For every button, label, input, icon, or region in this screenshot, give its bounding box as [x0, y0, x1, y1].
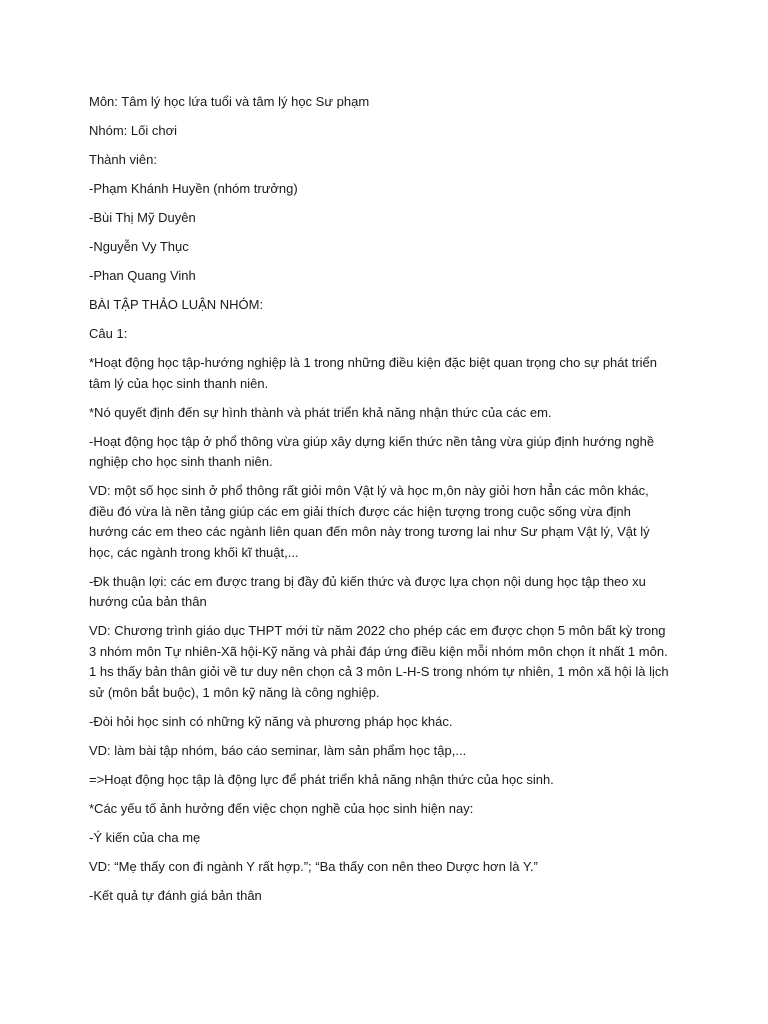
body-paragraph: *Các yếu tố ảnh hưởng đến việc chọn nghề của học sinh hiện nay:	[89, 800, 474, 816]
body-paragraph: *Hoạt động học tập-hướng nghiệp là 1 trong những điều kiện đặc biệt quan trọng cho sự phát triển tâm lý của học sinh thanh niên.	[89, 355, 658, 391]
member-item: -Phạm Khánh Huyền (nhóm trưởng)	[89, 181, 298, 196]
example-paragraph: VD: làm bài tập nhóm, báo cáo seminar, làm sản phẩm học tập,...	[89, 742, 467, 758]
question-label: Câu 1:	[89, 326, 128, 341]
example-paragraph: VD: một số học sinh ở phổ thông rất giỏi môn Vật lý và học m,ôn này giỏi hơn hẳn các môn khác, điều đó vừa là nền tảng giúp các em giải thích được các hiện tượng trong cuộc sống vừa định hướng các em theo các ngành liên quan đến môn này trong tương lai như Sư phạm Vật lý, Vật lý học, các ngành trong khối kĩ thuật,...	[89, 483, 650, 560]
conclusion-paragraph: =>Hoạt động học tập là động lực để phát triển khả năng nhận thức của học sinh.	[89, 771, 554, 787]
body-paragraph: -Đòi hỏi học sinh có những kỹ năng và phương pháp học khác.	[89, 713, 453, 729]
example-paragraph: VD: Chương trình giáo dục THPT mới từ năm 2022 cho phép các em được chọn 5 môn bất kỳ trong 3 nhóm môn Tự nhiên-Xã hội-Kỹ năng và phải đáp ứng điều kiện mỗi nhóm môn chọn ít nhất 1 môn. 1 hs thấy bản thân giỏi về tư duy nên chọn cả 3 môn L-H-S trong nhóm tự nhiên, 1 môn xã hội là lịch sử (môn bắt buộc), 1 môn kỹ năng là công nghiệp.	[89, 623, 669, 700]
body-paragraph: -Hoạt động học tập ở phổ thông vừa giúp xây dựng kiến thức nền tảng vừa giúp định hướng nghề nghiệp cho học sinh thanh niên.	[89, 433, 655, 469]
document-body	[89, 92, 669, 915]
body-paragraph: -Kết quả tự đánh giá bản thân	[89, 887, 262, 903]
member-item: -Bùi Thị Mỹ Duyên	[89, 210, 196, 225]
subject-line: Môn: Tâm lý học lứa tuổi và tâm lý học Sư phạm	[89, 94, 370, 109]
body-paragraph: -Đk thuận lợi: các em được trang bị đầy đủ kiến thức và được lựa chọn nội dung học tập theo xu hướng của bản thân	[89, 573, 646, 609]
member-item: -Phan Quang Vinh	[89, 268, 196, 283]
example-paragraph: VD: “Mẹ thấy con đi ngành Y rất hợp.”; “Ba thấy con nên theo Dược hơn là Y.”	[89, 858, 538, 874]
member-item: -Nguyễn Vy Thục	[89, 239, 189, 254]
body-paragraph: *Nó quyết định đến sự hình thành và phát triển khả năng nhận thức của các em.	[89, 404, 552, 420]
group-line: Nhóm: Lối chơi	[89, 123, 178, 138]
body-paragraph: -Ý kiến của cha mẹ	[89, 829, 201, 845]
members-heading: Thành viên:	[89, 152, 157, 167]
assignment-heading: BÀI TẬP THẢO LUẬN NHÓM:	[89, 297, 264, 312]
